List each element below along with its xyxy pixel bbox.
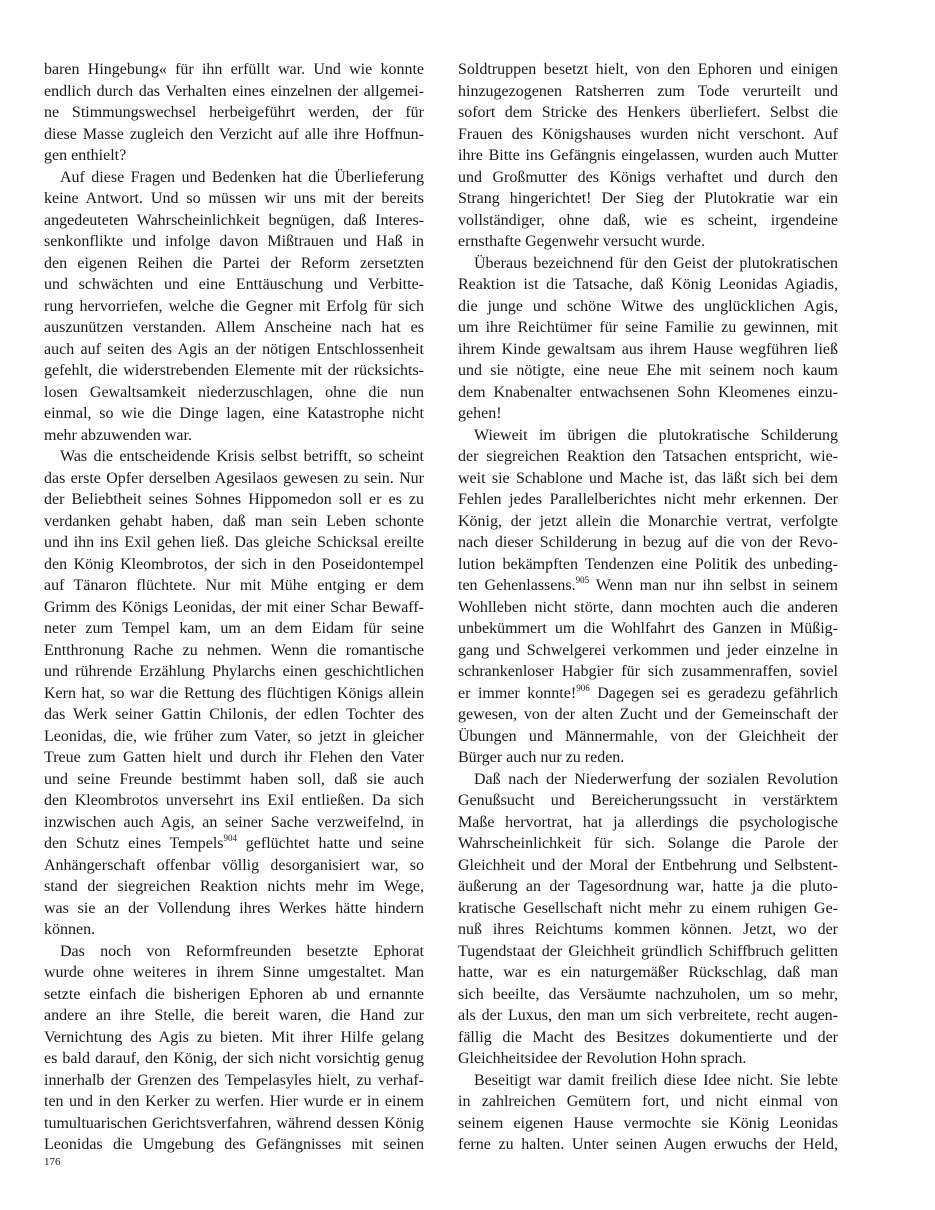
text-line: Überaus bezeichnend für den Geist der plutokratischen — [474, 254, 838, 272]
text-line: fällig die Macht des Besitzes dokumentierte und der — [458, 1028, 838, 1046]
text-line: Kern hat, so war die Rettung des flüchtigen Königs allein — [44, 684, 424, 702]
text-line: und seine Freunde bestimmt haben soll, daß sie auch — [44, 770, 424, 788]
text-line: er immer konnte!$^{906}$ Dagegen sei es geradezu gefährlich — [458, 682, 839, 702]
text-line: und schwächten und eine Enttäuschung und Verbitte- — [44, 276, 424, 293]
text-line: gefehlt, die widerstrebenden Elemente mit der rücksichts- — [44, 362, 424, 379]
text-line: Daß nach der Niederwerfung der sozialen Revolution — [474, 770, 838, 788]
text-line: den eigenen Reihen die Partei der Reform zersetzten — [44, 254, 424, 272]
text-line: um ihre Reichtümer für seine Familie zu gewinnen, mit — [458, 319, 838, 336]
text-line: Wieweit im übrigen die plutokratische Schilderung — [474, 426, 838, 444]
text-line: den König Kleombrotos, der sich in den Poseidontempel — [44, 555, 424, 573]
text-line: gang und Schwelgerei verkommen und jeder einzelne in — [458, 641, 838, 659]
text-line: es bald darauf, den König, der sich nicht vorsichtig genug — [44, 1050, 424, 1067]
text-line: hinzugezogenen Ratsherren zum Tode verurteilt und — [458, 82, 838, 100]
text-line: Maße hervortrat, hat ja allerdings die psychologische — [458, 813, 838, 831]
text-line: mehr abzuwenden war. — [44, 426, 192, 444]
text-line: Fehlen jedes Parallelberichtes nicht mehr erkennen. Der — [458, 491, 838, 508]
text-line: Frauen des Königshauses wurden nicht verschont. Auf — [458, 125, 838, 143]
text-line: ten und in den Kerker zu werfen. Hier wurde er in einem — [44, 1093, 424, 1110]
text-line: sofort dem Stricke des Henkers überliefert. Selbst die — [458, 104, 838, 121]
text-line: nuß ihres Reichtums kommen können. Jetzt, wo der — [458, 921, 838, 938]
text-line: weit sie Schablone und Mache ist, das läßt sich bei dem — [458, 469, 838, 487]
text-line: hatte, war es ein naturgemäßer Rückschlag, daß man — [458, 964, 838, 981]
text-line: Beseitigt war damit freilich diese Idee nicht. Sie lebte — [474, 1071, 838, 1089]
text-line: der Beliebtheit seines Sohnes Hippomedon soll er es zu — [44, 491, 424, 508]
text-line: Gleichheitsidee der Revolution Hohn sprach. — [458, 1050, 747, 1067]
text-line: ferne zu halten. Unter seinen Augen erwuchs der Held, — [458, 1136, 838, 1153]
text-line: rung hervorriefen, welche die Gegner mit Erfolg für sich — [44, 297, 424, 315]
text-line: wurde ohne weiteres in ihrem Sinne umgestaltet. Man — [44, 964, 424, 981]
text-line: Tugendstaat der Gleichheit gründlich Schiffbruch gelitten — [458, 942, 838, 960]
text-line: der siegreichen Reaktion den Tatsachen entspricht, wie- — [458, 448, 838, 465]
text-line: Vernichtung des Agis zu bieten. Mit ihrer Hilfe gelang — [44, 1028, 424, 1046]
text-line: als der Luxus, den man um sich verbreitete, recht augen- — [458, 1007, 838, 1024]
footnote-marker: 906 — [576, 682, 590, 693]
footnote-marker: 904 — [223, 833, 238, 843]
text-line: ernsthafte Gegenwehr versucht wurde. — [458, 233, 706, 250]
right-text-column — [458, 59, 838, 1156]
text-line: Wohlleben nicht störte, dann mochten auch die anderen — [458, 598, 838, 616]
text-line: äußerung an der Tagesordnung war, hatte ja die pluto- — [458, 878, 838, 895]
text-line: Reaktion ist die Tatsache, daß König Leonidas Agiadis, — [458, 276, 838, 293]
text-line: Leonidas die Umgebung des Gefängnisses mit seinen — [44, 1136, 424, 1153]
text-line: diese Masse zugleich den Verzicht auf alle ihre Hoffnun- — [44, 125, 424, 143]
text-line: Treue zum Gatten hielt und durch ihr Flehen den Vater — [44, 749, 424, 766]
page-number: 176 — [44, 1156, 61, 1168]
text-line: die junge und schöne Witwe des unglücklichen Agis, — [458, 297, 838, 315]
text-line: Übungen und Männermahle, von der Gleichheit der — [458, 727, 838, 745]
text-line: Anhängerschaft offenbar völlig desorganisiert war, so — [44, 856, 424, 874]
text-line: angedeuteten Wahrscheinlichkeit begnügen, daß Interes- — [44, 211, 424, 229]
text-line: setzte einfach die bisherigen Ephoren ab und ernannte — [44, 985, 424, 1003]
text-line: andere an ihre Stelle, die bereit waren, die Hand zur — [44, 1007, 424, 1024]
text-line: Soldtruppen besetzt hielt, von den Ephoren und einigen — [458, 61, 838, 78]
text-line: vollständiger, ohne daß, wie es scheint, irgendeine — [458, 211, 838, 229]
text-line: auf Tänaron flüchtete. Nur mit Mühe entging er dem — [44, 577, 424, 594]
text-line: unbekümmert um die Wohlfahrt des Ganzen in Müßig- — [458, 620, 838, 637]
text-line: können. — [44, 921, 96, 938]
footnote-marker: 905 — [575, 575, 590, 585]
text-line: endlich durch das Verhalten eines einzelnen der allgemei- — [44, 82, 424, 100]
text-line: inzwischen auch Agis, an seiner Sache verzweifelnd, in — [44, 813, 424, 831]
text-line: das Werk seiner Gattin Chilonis, der edlen Tochter des — [44, 706, 424, 723]
text-line: verdanken gehabt haben, daß man sein Leben schonte — [44, 512, 424, 530]
text-line: schrankenloser Habgier für sich zusammenraffen, soviel — [458, 663, 838, 680]
text-line: den Kleombrotos unversehrt ins Exil entließen. Da sich — [44, 792, 424, 809]
text-line: und rührende Erzählung Phylarchs einen geschichtlichen — [44, 663, 424, 680]
text-line: lution bekämpften Tendenzen eine Politik des unbeding- — [458, 555, 838, 573]
text-line: und sie nötigte, eine neue Ehe mit seinem noch kaum — [458, 362, 838, 379]
text-line: seinem eigenen Hause vermochte sie König Leonidas — [458, 1114, 838, 1132]
text-line: ihrem Kinde gewaltsam aus ihrem Hause wegführen ließ — [458, 340, 838, 358]
text-line: ten Gehenlassens.$^{905}$ Wenn man nur ihn selbst in seinem — [458, 575, 838, 594]
text-line: König, der jetzt allein die Monarchie vertrat, verfolgte — [458, 512, 838, 530]
text-line: Auf diese Fragen und Bedenken hat die Überlieferung — [60, 168, 424, 186]
text-line: Strang hingerichtet! Der Sieg der Plutokratie war ein — [458, 190, 838, 207]
text-line: neter zum Tempel kam, um an dem Eidam für seine — [44, 620, 424, 637]
text-line: ne Stimmungswechsel herbeigeführt werden, der für — [44, 104, 424, 121]
text-line: Das noch von Reformfreunden besetzte Ephorat — [60, 942, 424, 960]
text-line: losen Gewaltsamkeit niederzuschlagen, ohne die nun — [44, 383, 424, 401]
text-line: und ihn ins Exil gehen ließ. Das gleiche Schicksal ereilte — [44, 534, 424, 551]
text-line: und Großmutter des Königs verhaftet und durch den — [458, 168, 838, 186]
text-line: sich beeilte, das Versäumte nachzuholen, um so mehr, — [458, 985, 838, 1003]
text-line: das erste Opfer derselben Agesilaos gewesen zu sein. Nur — [44, 469, 424, 487]
left-text-column — [44, 59, 424, 1156]
text-line: Entthronung Rache zu nehmen. Wenn die romantische — [44, 641, 424, 659]
text-line: nach dieser Schilderung in bezug auf die von der Revo- — [458, 534, 838, 551]
text-line: Was die entscheidende Krisis selbst betrifft, so scheint — [60, 448, 424, 465]
text-line: tumultuarischen Gerichtsverfahren, während dessen König — [44, 1114, 424, 1132]
text-line: Grimm des Königs Leonidas, der mit einer Schar Bewaff- — [44, 598, 424, 616]
text-line: keine Antwort. Und so müssen wir uns mit der bereits — [44, 190, 424, 207]
text-line: kratische Gesellschaft nicht mehr zu einem ruhigen Ge- — [458, 899, 838, 917]
text-line: gewesen, von der alten Zucht und der Gemeinschaft der — [458, 706, 838, 723]
text-line: innerhalb der Grenzen des Tempelasyles hielt, zu verhaf- — [44, 1071, 424, 1089]
text-line: stand der siegreichen Reaktion nichts mehr im Wege, — [44, 878, 424, 895]
text-line: senkonflikte und infolge davon Mißtrauen und Haß in — [44, 233, 424, 250]
text-line: Wahrscheinlichkeit für sich. Solange die Parole der — [458, 835, 838, 852]
text-line: auszunützen verstanden. Allem Anscheine nach hat es — [44, 319, 424, 336]
text-line: in zahlreichen Gemütern fort, und nicht einmal von — [458, 1093, 838, 1110]
text-line: Gleichheit und der Moral der Entbehrung und Selbstent- — [458, 856, 838, 874]
text-line: dem Knabenalter entwachsenen Sohn Kleomenes einzu- — [458, 383, 838, 401]
text-line: gen enthielt? — [44, 147, 127, 164]
text-line: baren Hingebung« für ihn erfüllt war. Und wie konnte — [44, 61, 424, 78]
text-line: Bürger auch nur zu reden. — [458, 749, 625, 766]
text-line: was sie an der Vollendung ihres Werkes hätte hindern — [44, 899, 424, 917]
text-line: Leonidas, die, wie früher zum Vater, so jetzt in gleicher — [44, 727, 424, 745]
text-line: gehen! — [458, 405, 502, 422]
text-line: den Schutz eines Tempels$^{904}$ geflüchtet hatte und seine — [44, 833, 425, 852]
text-line: auch auf seiten des Agis an der nötigen Entschlossenheit — [44, 340, 424, 358]
text-line: ihre Bitte ins Gefängnis eingelassen, wurden auch Mutter — [458, 147, 838, 164]
text-line: Genußsucht und Bereicherungssucht in verstärktem — [458, 792, 838, 809]
text-line: einmal, so wie die Dinge lagen, eine Katastrophe nicht — [44, 405, 424, 422]
